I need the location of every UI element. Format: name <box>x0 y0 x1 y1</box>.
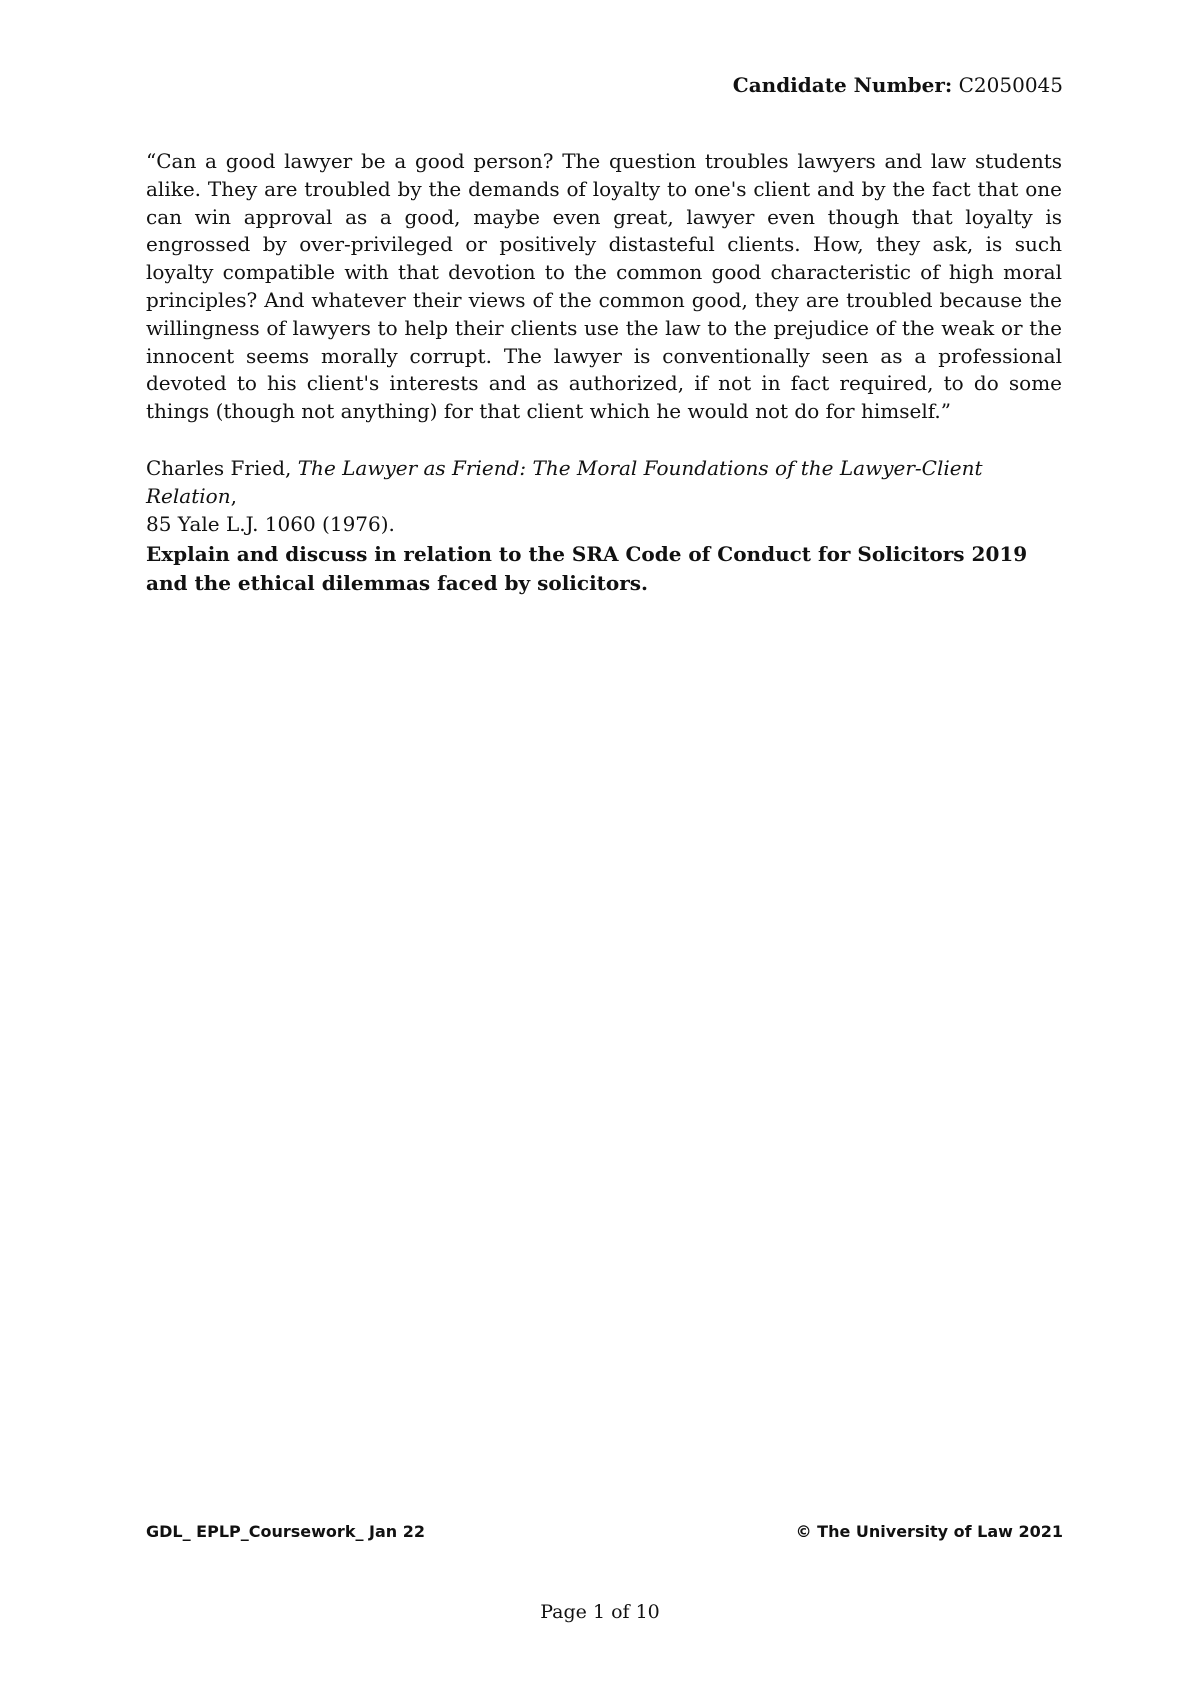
candidate-number <box>733 72 1063 98</box>
citation-reference: 85 Yale L.J. 1060 (1976). <box>146 511 395 536</box>
citation-author: Charles Fried, <box>146 456 298 480</box>
citation-title: The Lawyer as Friend: The Moral Foundations of the Lawyer-Client Relation <box>146 456 983 508</box>
citation-comma: , <box>230 483 237 508</box>
footer-course-code: GDL_ EPLP_Coursework_ Jan 22 <box>146 1522 425 1541</box>
fried-quote: “Can a good lawyer be a good person? The question troubles lawyers and law students alike. They are troubled by the demands of loyalty to one's client and by the fact that one can win approval as a good, maybe even great, lawyer even though that loyalty is engrossed by over-privileged or positively distasteful clients. How, they ask, is such loyalty compatible with that devotion to the common good characteristic of high moral principles? And whatever their views of the common good, they are troubled because the willingness of lawyers to help their clients use the law to the prejudice of the weak or the innocent seems morally corrupt. The lawyer is conventionally seen as a professional devoted to his client's interests and as authorized, if not in fact required, to do some things (though not anything) for that client which he would not do for himself.” <box>146 149 1062 424</box>
candidate-number-label: Candidate Number: <box>732 73 953 97</box>
candidate-number-value: C2050045 <box>958 73 1063 97</box>
essay-question: Explain and discuss in relation to the SRA Code of Conduct for Solicitors 2019 and the ethical dilemmas faced by solicitors. <box>146 542 1028 595</box>
footer-copyright: © The University of Law 2021 <box>795 1522 1063 1541</box>
citation <box>146 455 1062 538</box>
page-number: Page 1 of 10 <box>540 1601 660 1623</box>
